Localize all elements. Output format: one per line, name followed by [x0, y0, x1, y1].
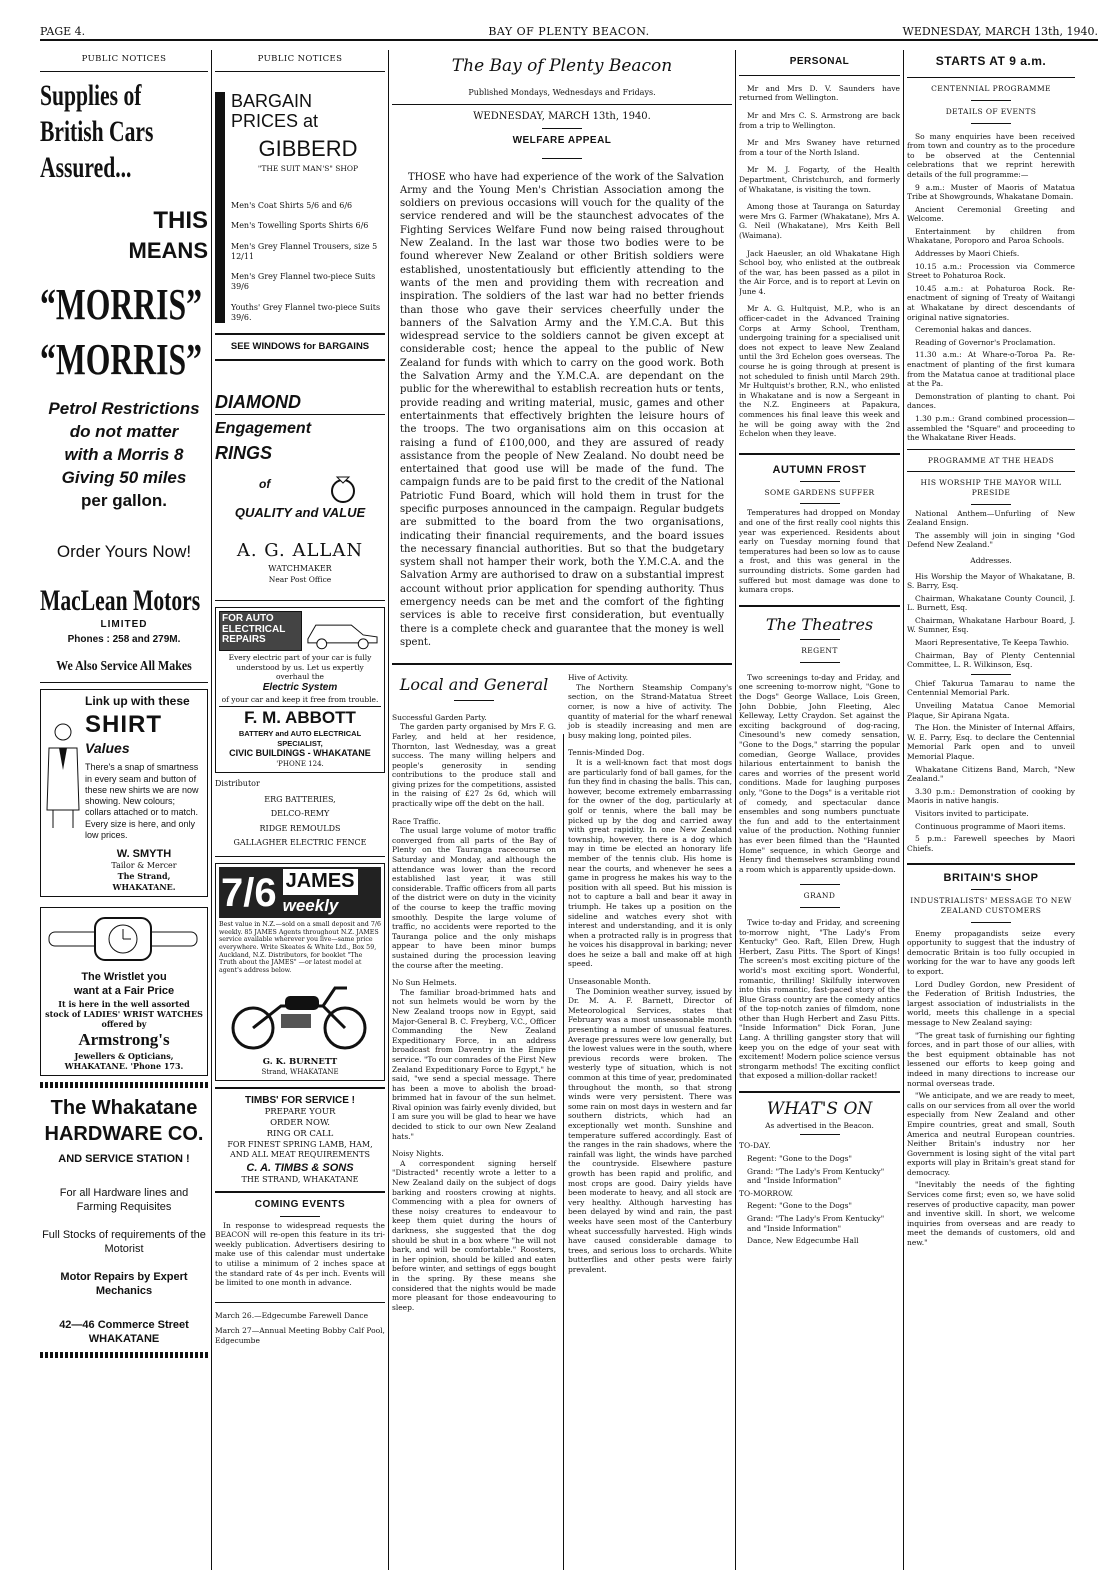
banner-line-1: FOR AUTO: [222, 613, 274, 625]
hardware-line-3: AND SERVICE STATION !: [58, 1152, 190, 1165]
grand-body: Twice to-day and Friday, and screening to-morrow night, "The Lady's From Kentucky" Geo. Raft, Ellen Drew, Hugh Herbert, Zasu Pitts. The Sport of Kings! The screen's most exciting picture of the world's most exciting sport. Wonderful, romantic, thrilling! Skilfully interwoven into this romantic, fast-paced story of the Blue Grass country are the comedy antics of the top-notch zanies of filmdom, none other than Hugh Herbert and Zasu Pitts. "Inside Information" Dick Foran, June Lang. A thrilling gangster story that will keep you on the edge of your seat with excitement! Modern police science versus strongarm methods! The exciting conflict that exposed a million-dollar racket!: [739, 917, 900, 1081]
dog-heading: Tennis-Minded Dog.: [568, 748, 645, 758]
timbs-line-3: ORDER NOW.: [270, 1118, 330, 1129]
abbott-line: RIDGE REMOULDS: [259, 823, 341, 833]
address-item: Chairman, Whakatane County Council, J. L. Burnett, Esq.: [907, 593, 1075, 613]
watch-line-1: The Wristlet you: [81, 971, 167, 984]
column-2: [215, 50, 385, 1570]
timbs-line-6: AND ALL MEAT REQUIREMENTS: [230, 1150, 370, 1160]
coming-events: [215, 1199, 385, 1346]
hardware-line-1: The Whakatane: [50, 1097, 198, 1120]
shop-paragraph: "The great task of furnishing our fighting forces, and in part those of our allies, with the best equipment obtainable has not lessened our efforts to keep going and indeed in many directions to increase our normal overseas trade.: [907, 1030, 1075, 1088]
programme-item: Ceremonial hakas and dances.: [915, 325, 1032, 335]
centennial-intro: So many enquiries have been received from town and country as to the procedure to be observed at the Centennial celebrations that we reprint herewith details of the full programme:—: [907, 131, 1075, 179]
hardware-line-2: HARDWARE CO.: [44, 1123, 204, 1146]
shop-paragraph: Lord Dudley Gordon, new President of the Federation of British Industries, the largest association of industrialists in the world, meets this challenge in a special message to New Zealand saying:: [907, 979, 1075, 1027]
address-item: His Worship the Mayor of Whakatane, B. S. Barry, Esq.: [907, 571, 1075, 591]
shirt-man-figure: [45, 720, 81, 830]
theatres-title: The Theatres: [765, 614, 874, 634]
page-number: PAGE 4.: [40, 25, 86, 38]
welfare-title: WELFARE APPEAL: [512, 134, 612, 146]
ornamental-divider: [40, 1082, 208, 1088]
timbs-name: C. A. TIMBS & SONS: [246, 1161, 354, 1174]
local-general-left: [392, 671, 562, 1315]
coming-events-title: COMING EVENTS: [254, 1198, 346, 1210]
petrol-line-4: Giving 50 miles: [61, 468, 187, 488]
james-brand: JAMES: [283, 869, 358, 895]
motorcycle-icon: [219, 974, 379, 1054]
paper-name: BAY OF PLENTY BEACON.: [488, 25, 650, 38]
hive-body: The Northern Steamship Company's section, on the Strand-Matatua Street corner, is now a hive of activity. The quantity of material for the wharf renewal job is steadily increasing and men are busy making long, pointed piles.: [568, 682, 732, 740]
later-item: Continuous programme of Maori items.: [915, 821, 1066, 831]
shop-paragraph: Enemy propagandists seize every opportunity to suggest that the industry of democratic Britain is too fully occupied in working for the war to have any goods left to export.: [907, 928, 1075, 976]
timbs-line-5: FOR FINEST SPRING LAMB, HAM,: [227, 1140, 373, 1150]
gibberd-items: [231, 201, 385, 323]
later-item: Unveiling Matatua Canoe Memorial Plaque, Sir Apirana Ngata.: [907, 701, 1075, 720]
programme-item: Entertainment by children from Whakatane, Poroporo and Paroa Schools.: [907, 226, 1075, 246]
james-weekly: weekly: [282, 895, 339, 915]
later-item: 5 p.m.: Farewell speeches by Maori Chiefs.: [907, 834, 1075, 853]
banner-line-2: ELECTRICAL: [222, 623, 286, 635]
wristwatch-icon: [45, 912, 201, 968]
shirt-line-1: Link up with these: [85, 694, 190, 709]
timbs-ad: [215, 1095, 385, 1185]
address-item: Chairman, Bay of Plenty Centennial Committee, L. R. Wilkinson, Esq.: [907, 650, 1075, 670]
starts-title: STARTS AT 9 a.m.: [935, 54, 1047, 68]
welfare-body: THOSE who have had experience of the work of the Salvation Army and the Young Men's Christian Association among the soldiers on previous occasions will vouch for the quality of the service rendered and will be the staunchest advocates of the Fighting Services Welfare Fund now being raised throughout New Zealand. In the last war those two bodies were to be found wherever New Zealand or other British soldiers were established, unostentatiously but efficiently attending to the wants of the men and providing them with recreation and inspiration. The soldiers of the last war had no better friends than those who gave their services cheerfully under the banners of the Salvation Army and the Y.M.C.A. But this widespread service to the soldiers cannot be given except at considerable cost; hence the appeal to the public of New Zealand for funds with which to carry on the good work. Both the Salvation Army and the Y.M.C.A. are dependant on the public for the wherewithal to establish recreation huts or tents, provide reading and writing material, music, games and other entertainments that effectively brighten the leisure hours of the troops. The two organisations aim on this occasion at raising a fund of £100,000, and they are assured of ready assistance from the people of New Zealand. No doubt need be entertained that good use will be made of the fund. The campaign funds are to be paid first to the credit of the National Patriotic Fund Board, which will hold them in trust for the specific purposes announced in the campaign. Regular budgets are submitted to the board from the two organisations, indicating their financial requirements, and the board issues the necessary financial authorities. But so that the budgetary system shall not hamper their work, both the Y.M.C.A. and the Salvation Army are authorised to draw on a substantial imprest account without prior application for spending authority. Thus emergency needs can be met and the comfort of the fighting services is able to receive first consideration, but eventually there is a complete check and guarantee that the money is well spent.: [400, 171, 724, 648]
header-date: WEDNESDAY, MARCH 13th, 1940.: [902, 25, 1098, 38]
shirt-trade: Tailor & Mercer: [111, 861, 177, 871]
petrol-line-5: per gallon.: [81, 491, 167, 511]
heads-item: The assembly will join in singing "God Defend New Zealand.": [907, 530, 1075, 550]
petrol-line-1: Petrol Restrictions: [48, 399, 200, 419]
coming-event: March 27—Annual Meeting Bobby Calf Pool, Edgecumbe: [215, 1326, 385, 1345]
petrol-line-2: do not matter: [69, 422, 179, 442]
allan-line-3: RINGS: [215, 442, 273, 463]
mayor-heading: HIS WORSHIP THE MAYOR WILL PRESIDE: [920, 478, 1062, 497]
regent-body: Two screenings to-day and Friday, and one screening to-morrow night, "Gone to the Dogs" George Wallace, Lois Green, John Dobbie, John Fleeting, Alec Kelleway, Letty Craydon. Set against the exciting background of dog-racing, Cinesound's new comedy sensation, "Gone to the Dogs," starring the popular comedian, George Wallace, provides hilarious entertainment to banish the cares and worries of the present world conditions. Made for laughing purposes only, "Gone to the Dogs" is a veritable riot of comedy, and spectacular dance ensembles and song numbers punctuate the fun and add to the entertainment value of the production. Nothing funnier has ever been filmed than the "Haunted Home" sequence, in which George and Henry find themselves scrambling round a room which is apparently upside-down.: [739, 672, 900, 874]
hardware-s2: Full Stocks of requirements of the Motorist: [42, 1228, 206, 1255]
abbott-line: DELCO-REMY: [270, 809, 330, 819]
morris-ad: [40, 78, 208, 676]
watch-name: Armstrong's: [78, 1030, 170, 1050]
column-4: [739, 50, 900, 1570]
later-item: Visitors invited to participate.: [915, 808, 1029, 818]
column-5: [907, 50, 1075, 1570]
hardware-s1: For all Hardware lines and Farming Requisites: [59, 1186, 189, 1213]
gibberd-ad: [215, 92, 385, 323]
gibberd-item: Men's Coat Shirts 5/6 and 6/6: [231, 201, 353, 211]
local-general-right: [562, 671, 732, 1315]
hardware-s3: Motor Repairs by Expert Mechanics: [60, 1271, 188, 1298]
public-notices-label: PUBLIC NOTICES: [40, 50, 208, 72]
abbott-phone: 'PHONE 124.: [276, 759, 324, 768]
personal-item: Mr and Mrs Swaney have returned from a tour of the North Island.: [739, 138, 900, 157]
frost-body: Temperatures had dropped on Monday and one of the first really cool nights this year was experienced. Residents about early on Tuesday morning found that temperatures had been so low as to cause a frost, and this was general in the surrounding districts. Some garden had suffered but most damage was done to kumara crops.: [739, 508, 900, 595]
timbs-line-1: TIMBS' FOR SERVICE !: [245, 1094, 355, 1106]
dealer-phones: Phones : 258 and 279M.: [67, 633, 181, 645]
abbott-body-2: of your car and keep it free from trouble.: [221, 694, 379, 704]
race-heading: Race Traffic.: [392, 816, 441, 826]
month-heading: Unseasonable Month.: [568, 977, 651, 987]
programme-item: 10.45 a.m.: at Pohaturoa Rock. Re-enactment of signing of Treaty of Waitangi at Whakatane by direct descendants of original native signatories.: [907, 283, 1075, 322]
abbott-line: ERG BATTERIES,: [264, 795, 336, 805]
allan-trade: WATCHMAKER: [268, 564, 332, 574]
timbs-line-4: RING OR CALL: [266, 1129, 334, 1140]
allan-of: of: [259, 476, 271, 491]
abbott-ad: [215, 607, 385, 848]
programme-item: Demonstration of planting to chant. Poi dances.: [907, 391, 1075, 411]
programme-item: 9 a.m.: Muster of Maoris of Matatua Tribe at Showgrounds, Whakatane Domain.: [907, 182, 1075, 202]
personal-item: Mr A. G. Hultquist, M.P., who is an officer-cadet in the Advanced Training Corps at Army School, Trentham, undergoing training for a specialised unit does not expect to leave New Zealand until the 3rd Echelon goes overseas. The course he is going through at present is not scheduled to finish until March 29th. Mr Hultquist's brother, R.N., who enlisted in Whakatane and is now a Sergeant in the N.Z. Engineers at Papakura, commences his final leave this week and he will be going away with the 2nd Echelon when they leave.: [739, 304, 900, 439]
tomorrow-item: Regent: "Gone to the Dogs": [747, 1201, 852, 1211]
noisy-body: A correspondent signing herself "Distracted" recently wrote a letter to a New Zealand daily on the subject of dogs barking and roosters crowing at nights. Commencing with a plea for owners of these noisy creatures to endeavour to keep them quiet during the hours of darkness, she suggested that the dog should be shut in a box where "he will not bark, and will be comfortable." Roosters, in her opinion, should be killed and eaten before winter, and settings of eggs bought in the spring. By these means she considered that the nights would be made more pleasant for those endeavouring to sleep.: [392, 1158, 556, 1312]
personal-item: Among those at Tauranga on Saturday were Mrs G. Farmer (Whakatane), Mrs A. G. Neil (Whakatane), Mrs Keith Bell (Waimana).: [739, 202, 900, 240]
shirt-addr: The Strand, WHAKATANE.: [112, 871, 176, 892]
banner-line-3: REPAIRS: [222, 634, 266, 646]
shirt-ad: [40, 689, 208, 897]
garden-body: The garden party organised by Mrs F. G. Farley, and held at her residence, Thornton, last Wednesday, was a great success. The many willing helpers and people's generosity in sending contributions to the produce stall and giving prizes for the competitions, assisted in the raising of £27 2s 6d, which will practically wipe off the debt on the hall.: [392, 722, 556, 809]
abbott-distributor: Distributor: [215, 778, 260, 788]
race-body: The usual large volume of motor traffic converged from all parts of the Bay of Plenty on the Tauranga racecourse on Saturday and Monday, and although the attendance was lower than the record established last year, it was still considerable. Traffic officers from all parts of the district were on duty in the vicinity of the course to keep the traffic moving smoothly. Despite the large volume of traffic, no accidents were reported to the Tauranga police and the only mishaps appear to have been minor bumps sustained during the procession leaving the course after the meeting.: [392, 826, 556, 970]
allan-ad: [215, 391, 385, 584]
masthead: The Bay of Plenty Beacon: [451, 56, 673, 76]
abbott-spec: BATTERY and AUTO ELECTRICAL SPECIALIST,: [238, 729, 362, 748]
later-item: Chief Takurua Tamarau to name the Centennial Memorial Park.: [907, 678, 1075, 698]
dealer-limited: LIMITED: [100, 618, 148, 630]
later-item: The Hon. the Minister of Internal Affairs, W. E. Parry, Esq. to declare the Centennial Memorial Park open and to unveil Memorial Plaque.: [907, 723, 1075, 762]
cars-line-3: Assured...: [40, 150, 132, 184]
today-label: TO-DAY.: [739, 1141, 771, 1151]
personal-item: Jack Haeusler, an old Whakatane High School boy, who enlisted at the outbreak of the war, has been passed as a pilot in the Air Force, and is to report at Levin on June 4.: [739, 248, 900, 296]
petrol-line-3: with a Morris 8: [64, 445, 184, 465]
page-header: [40, 25, 1098, 41]
car-icon: [302, 611, 381, 651]
gibberd-item: Men's Grey Flannel Trousers, size 5 12/11: [231, 241, 378, 261]
programme-item: 11.30 a.m.: At Whare-o-Toroa Pa. Re-enactment of planting of the first kumara from the Matatua canoe at traditional place at the Pa.: [907, 350, 1075, 389]
heads-item: National Anthem—Unfurling of New Zealand Ensign.: [907, 508, 1075, 528]
watch-addr: WHAKATANE. 'Phone 173.: [64, 1061, 184, 1072]
month-body: The Dominion weather survey, issued by Dr. M. A. F. Barnett, Director of Meteorological Services, states that February was a most unseasonable month presenting a number of unusual features. Average pressures were low generally, but the lowest values were in the south, where previous records were broken. The westerly type of situation, which is not common at this time of year, predominated throughout the month, so that strong winds were very persistent. There was some rain on most days in western and far southern districts, which had an exceptionally wet month. Sunshine and temperature suffered accordingly. East of the ranges in the rain shadows, where the rainfall was light, the winds have parched the countryside. Elsewhere pasture growth has been rapid and prolific, and most crops are good. Dairy yields have been moderate to heavy, and all stock are very healthy. Although harvesting has been delayed by wind and rain, the past weeks have seen most of the Canterbury wheat successfully harvested. High winds have caused considerable damage to trees, and serious loss to orchards. White butterflies and other pests were fairly prevalent.: [568, 986, 732, 1274]
hardware-ad: [40, 1096, 208, 1346]
editorial-date: WEDNESDAY, MARCH 13th, 1940.: [473, 110, 651, 122]
publication-days: Published Mondays, Wednesdays and Fridays.: [468, 87, 656, 97]
britain-shop-subtitle: INDUSTRIALISTS' MESSAGE TO NEW ZEALAND CUSTOMERS: [910, 896, 1072, 916]
watch-line-2: want at a Fair Price: [73, 985, 175, 998]
abbott-system: Electric System: [262, 682, 338, 694]
gibberd-line-1: BARGAIN: [231, 90, 313, 111]
watch-body: It is here in the well assorted stock of LADIES' WRIST WATCHES offered by: [45, 998, 203, 1030]
diamond-ring-icon: [323, 469, 363, 505]
centennial-heading: CENTENNIAL PROGRAMME: [931, 84, 1051, 94]
gibberd-item: Men's Towelling Sports Shirts 6/6: [231, 221, 369, 231]
frost-title: AUTUMN FROST: [772, 463, 867, 476]
grand-heading: GRAND: [803, 891, 836, 901]
addresses-heading: Addresses.: [970, 555, 1012, 565]
order-now: Order Yours Now!: [56, 542, 192, 562]
personal-item: Mr and Mrs C. S. Armstrong are back from a trip to Wellington.: [739, 110, 900, 130]
column-3-editorial: [392, 50, 732, 1570]
personal-item: Mr and Mrs D. V. Saunders have returned from Wellington.: [739, 83, 900, 103]
shop-paragraph: "We anticipate, and we are ready to meet, calls on our services from all over the world especially from New Zealand and other Empire countries, great and small, South America and neutral European countries. Neither Britain's industry nor her Government is losing sight of the vital part exports will play in Britain's great stand for democracy.: [907, 1091, 1075, 1177]
james-addr: Strand, WHAKATANE: [261, 1067, 339, 1076]
local-general-title: Local and General: [399, 675, 549, 695]
gibberd-line-2: PRICES at: [231, 110, 319, 131]
programme-item: Addresses by Maori Chiefs.: [915, 249, 1020, 259]
programme-item: 10.15 a.m.: Procession via Commerce Street to Pohaturoa Rock.: [907, 261, 1075, 281]
address-item: Chairman, Whakatane Harbour Board, J. W. Sumner, Esq.: [907, 615, 1075, 635]
whats-on-title: WHAT'S ON: [766, 1099, 873, 1120]
cars-line-1: Supplies of: [40, 78, 142, 112]
abbott-body-1: Every electric part of your car is fully understood by us. Let us expertly overhaul the: [228, 653, 372, 682]
coming-events-intro: In response to widespread requests the BEACON will re-open this feature in its tri-weekly publication. Advertisers desiring to make use of this calendar must undertake to utilise a minimum of 2 inches space at the standard rate of 4s per inch. Events will be limited to one month in advance.: [215, 1220, 385, 1288]
coming-event: March 26.—Edgecumbe Farewell Dance: [215, 1310, 369, 1320]
timbs-line-2: PREPARE YOUR: [264, 1107, 336, 1118]
dealer-name: MacLean Motors: [40, 583, 201, 617]
shirt-line-3: Values: [85, 740, 130, 757]
frost-subtitle: SOME GARDENS SUFFER: [764, 487, 875, 497]
today-item: Regent: "Gone to the Dogs": [747, 1153, 852, 1163]
timbs-addr: THE STRAND, WHAKATANE: [241, 1174, 359, 1184]
whats-on-subtitle: As advertised in the Beacon.: [765, 1120, 874, 1130]
abbott-building: CIVIC BUILDINGS - WHAKATANE: [229, 748, 371, 759]
tomorrow-label: TO-MORROW.: [739, 1188, 794, 1198]
cars-line-2: British Cars: [40, 114, 154, 148]
shop-paragraph: "Inevitably the needs of the fighting Services come first; even so, we have solid reserves of productive capacity, man power and inventive skill. In short, we welcome inquiries from overseas and are ready to meet the demands of customers, old and new.": [907, 1180, 1075, 1248]
james-price: 7/6: [221, 870, 277, 915]
dog-body: It is a well-known fact that most dogs are particularly fond of ball games, for the fun they find in chasing the balls. This can, however, become extremely embarrassing for the owner of the dog, particularly at golf or tennis, where the ball may be picked up by the dog and carried away with great rapidity. In one New Zealand township, however, there is a dog which may in time be elected an honorary life member of the tennis club. His home is near the courts, and whenever he sees a game in progress he makes his way to the position with all speed. But his mission is not to capture a ball and bear it away in triumph. He takes up a position on the sideline and watches every shot with interest and understanding, and it is only when a protracted rally is in progress that he voices his disapproval in barking; never does he seize a ball and make off at high speed.: [568, 758, 732, 969]
programme-item: Ancient Ceremonial Greeting and Welcome.: [907, 204, 1075, 224]
service-all-makes: We Also Service All Makes: [56, 659, 192, 675]
allan-name: A. G. ALLAN: [236, 540, 364, 562]
gibberd-item: Youths' Grey Flannel two-piece Suits 39/6.: [231, 302, 381, 322]
later-item: Whakatane Citizens Band, March, "New Zealand.": [907, 764, 1075, 784]
abbott-name: F. M. ABBOTT: [219, 706, 381, 729]
tomorrow-item: Grand: "The Lady's From Kentucky" and "Inside Information": [747, 1213, 885, 1233]
noisy-heading: Noisy Nights.: [392, 1149, 444, 1159]
public-notices-label-2: PUBLIC NOTICES: [215, 50, 385, 72]
today-item: Grand: "The Lady's From Kentucky" and "Inside Information": [747, 1166, 885, 1186]
james-dealer: G. K. BURNETT: [262, 1056, 338, 1067]
hardware-addr-1: 42—46 Commerce Street: [59, 1319, 189, 1332]
regent-heading: REGENT: [801, 646, 838, 656]
gibberd-line-3: GIBBERD: [258, 136, 358, 162]
gibberd-footer: SEE WINDOWS for BARGAINS: [230, 341, 370, 353]
gibberd-item: Men's Grey Flannel two-piece Suits 39/6: [231, 272, 376, 292]
programme-item: 1.30 p.m.: Grand combined procession—assembled the "Square" and proceeding to the Whakatane River Heads.: [907, 413, 1075, 443]
means-text: MEANS: [128, 237, 208, 263]
gibberd-tagline: "THE SUIT MAN'S" SHOP: [257, 163, 359, 173]
tomorrow-item: Dance, New Edgecumbe Hall: [747, 1236, 859, 1246]
auto-electrical-banner: [219, 611, 302, 651]
morris-word-1: “MORRIS”: [40, 279, 202, 329]
details-heading: DETAILS OF EVENTS: [945, 106, 1037, 116]
watch-ad: [40, 907, 208, 1077]
programme-item: Reading of Governor's Proclamation.: [915, 337, 1056, 347]
shirt-name: W. SMYTH: [116, 848, 172, 861]
james-ad: [215, 863, 385, 1081]
allan-line-2: Engagement: [215, 420, 312, 438]
shirt-body: There's a snap of smartness in every seam and button of these new shirts we are now showing. New colours; collars attached or to match. Every size is here, and only low prices.: [85, 762, 199, 840]
allan-qv: QUALITY and VALUE: [234, 504, 366, 520]
hive-heading: Hive of Activity.: [568, 673, 628, 683]
garden-heading: Successful Garden Party.: [392, 712, 487, 722]
helmets-body: The familiar broad-brimmed hats and not sun helmets would be worn by the New Zealand troops now in Egypt, said Major-General B. C. Freyberg, V.C., Officer Commanding the New Zealand Expeditionary Force, in an address broadcast from Daventry in the Empire service. "To our comrades of the First New Zealand Expeditionary Force to Egypt," he said, "we send a special message. There has been a move to abolish the broad-brimmed hat in favour of the sun helmet. Rival opinion was fairly evenly divided, but I am sure you will be glad to hear we have decided to stick to our own New Zealand hats.": [392, 987, 556, 1141]
heads-heading: PROGRAMME AT THE HEADS: [927, 455, 1055, 465]
britain-shop-title: BRITAIN'S SHOP: [943, 872, 1039, 885]
address-item: Maori Representative, Te Keepa Tawhio.: [915, 638, 1069, 648]
shirt-line-2: SHIRT: [85, 710, 162, 738]
this-text: THIS: [153, 206, 208, 234]
personal-item: Mr M. J. Fogarty, of the Health Department, Christchurch, and formerly of Whakatane, is visiting the town.: [739, 165, 900, 194]
later-item: 3.30 p.m.: Demonstration of cooking by Maoris in native hangis.: [907, 786, 1075, 806]
ornamental-divider-bottom: [40, 1352, 208, 1358]
morris-word-2: “MORRIS”: [40, 334, 202, 384]
abbott-line: GALLAGHER ELECTRIC FENCE: [233, 837, 367, 847]
helmets-heading: No Sun Helmets.: [392, 978, 457, 988]
watch-trade: Jewellers & Opticians,: [74, 1051, 174, 1061]
personal-title: PERSONAL: [789, 56, 850, 67]
allan-addr: Near Post Office: [268, 574, 332, 584]
hardware-addr-2: WHAKATANE: [88, 1333, 160, 1346]
allan-line-1: DIAMOND: [215, 391, 385, 415]
james-body: Best value in N.Z.—sold on a small deposit and 7/6 weekly. 85 JAMES Agents throughout N.Z. JAMES service available wherever you live—same price everywhere. Write Skeates & White Ltd., Box 59, Auckland, N.Z. Distributors, for booklet "The Truth about the JAMES" —or latest model at agent's address below.: [219, 921, 381, 974]
column-1: [40, 50, 208, 1570]
